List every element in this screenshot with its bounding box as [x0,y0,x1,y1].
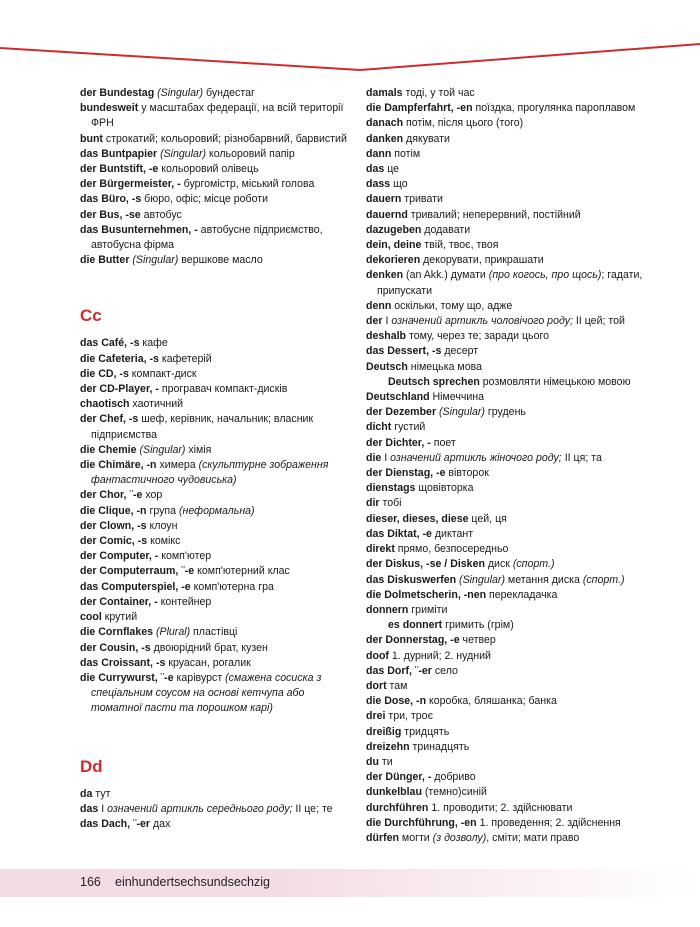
translation: дякувати [403,132,450,145]
translation: хор [142,489,163,502]
translation: 1. дурний; 2. нудний [388,649,491,662]
translation: Німеччина [429,391,485,404]
usage-note: означений артикль середнього роду; [107,802,293,815]
headword: doof [366,649,389,662]
usage-note: (неформальна) [178,504,255,517]
translation: автобус [140,208,182,221]
sub-entry [377,375,656,390]
translation: (an Akk.) думати [403,269,489,282]
dictionary-entry [366,816,656,831]
headword: dreizehn [366,740,410,753]
dictionary-entry [366,557,656,572]
dictionary-entry [80,519,350,534]
usage-note: (з дозволу) [432,831,487,844]
translation: тривати [401,193,443,206]
dictionary-entry [366,679,656,694]
translation: німецька мова [407,360,482,373]
dictionary-entry [80,549,350,564]
translation: поет [430,436,456,449]
translation: потім, після цього (того) [403,117,524,130]
translation: це [384,163,400,176]
translation: круасан, рогалик [165,656,251,669]
headword: der Container, - [80,595,158,608]
translation: тобі [379,497,402,510]
headword: damals [366,87,403,99]
headword: dekorieren [366,254,421,267]
translation: кольоровий папір [206,147,295,160]
headword: dunkelblau [366,786,422,799]
page-footer [0,869,700,897]
headword: das Diktat, -e [366,527,432,540]
headword: das [366,163,385,176]
grammar-note: (Singular) [160,147,207,160]
headword: der Chef, -s [80,413,139,426]
headword: der Comic, -s [80,535,148,548]
dictionary-entry [80,352,350,367]
translation: вершкове масло [178,254,263,267]
translation: три, троє [385,710,433,723]
translation: диск [484,558,513,571]
translation: декорувати, прикрашати [420,254,544,267]
translation: хімія [185,443,212,456]
dictionary-entry [80,397,350,412]
translation: шеф, керівник, начальник; власник підприємства [91,413,314,441]
translation: програвач компакт-дисків [158,383,288,396]
usage-note: (смажена сосиска з спеціальним соусом на основі кетчупа або томатної пасти та порошком карі) [91,671,322,715]
headword: der Diskus, -se / Disken [366,558,485,571]
headword: das Büro, -s [80,193,142,206]
dictionary-entry [80,564,350,579]
dictionary-entry [366,573,656,588]
dictionary-entry [80,504,350,519]
translation: комікс [147,535,181,548]
headword: dauern [366,193,402,206]
translation: потім [391,147,421,160]
entries-c [80,336,350,716]
headword: die Durchführung, -en [366,816,477,829]
translation: десерт [441,345,479,358]
entries-d [80,787,350,833]
translation: контейнер [157,595,212,608]
headword: der Dichter, - [366,436,431,449]
sub-headword: Deutsch sprechen [388,375,480,388]
headword: die Chimäre, -n [80,459,157,472]
headword: der Computer, - [80,550,159,563]
usage-note: означений артикль чоловічого роду; [391,315,573,328]
headword: der Dünger, - [366,771,432,784]
translation: вівторок [445,467,489,480]
dictionary-entry [80,382,350,397]
dictionary-entry [366,466,656,481]
dictionary-entry [366,314,656,329]
dictionary-entry [366,132,656,147]
translation: ти [378,755,393,768]
right-column [366,86,656,846]
headword: bunt [80,132,103,145]
headword: denn [366,299,392,312]
dictionary-entry [80,534,350,549]
translation: I [381,451,391,464]
letter-heading-c: Cc [80,306,102,326]
headword: dieser, dieses, diese [366,512,469,525]
translation: кафе [139,337,168,350]
headword: der Bundestag [80,87,155,99]
translation: дах [150,817,171,830]
translation: комп'ютерна гра [190,580,274,593]
left-column [80,86,350,832]
headword: dass [366,178,391,191]
dictionary-entry [366,633,656,648]
dictionary-entry [80,223,350,253]
headword: der Clown, -s [80,519,147,532]
dictionary-entry [80,610,350,625]
headword: der Bürgermeister, - [80,178,181,191]
translation: химера [156,459,199,472]
translation: 1. проводити; 2. здійснювати [428,801,573,814]
translation: добриво [431,771,476,784]
translation: що [390,178,408,191]
translation: тому, через те; заради цього [406,330,549,343]
headword: da [80,787,93,800]
translation: група [146,504,179,517]
dictionary-entry [80,162,350,177]
translation: комп'ютерний клас [194,565,290,578]
dictionary-entry [366,192,656,207]
headword: das Dessert, -s [366,345,442,358]
usage-note: означений артикль жіночого роду; [390,451,562,464]
translation: 1. проведення; 2. здійснення [476,816,621,829]
headword: dienstags [366,482,416,495]
headword: der Chor, ¨-e [80,489,143,502]
dictionary-entry [80,86,350,101]
translation: прямо, безпосередньо [394,543,509,556]
headword: der Cousin, -s [80,641,151,654]
headword: dauernd [366,208,408,221]
headword: das Computerspiel, -e [80,580,191,593]
entries-right [366,86,656,846]
translation: четвер [459,634,496,647]
headword: der [366,315,383,328]
headword: die Cornflakes [80,626,154,639]
headword: donnern [366,603,409,616]
dictionary-entry [366,177,656,192]
translation: коробка, бляшанка; банка [426,695,557,708]
translation: I [382,315,392,328]
headword: die Dolmetscherin, -nen [366,588,487,601]
headword: die [366,451,382,464]
translation: тринадцять [409,740,470,753]
translation: гриміти [408,603,448,616]
headword: dazugeben [366,223,422,236]
header-decorative-line [0,0,700,80]
dictionary-entry [80,192,350,207]
translation: карівурст [173,671,226,684]
headword: danken [366,132,404,145]
headword: das Croissant, -s [80,656,166,669]
dictionary-entry [366,588,656,603]
translation: тридцять [401,725,450,738]
dictionary-entry [366,436,656,451]
usage-note: (про когось, про щось) [488,269,602,282]
headword: denken [366,269,404,282]
headword: der Dezember [366,406,437,419]
dictionary-entry [80,177,350,192]
dictionary-entry [366,694,656,709]
headword: die Currywurst, ¨-e [80,671,174,684]
headword: drei [366,710,386,723]
headword: deshalb [366,330,407,343]
dictionary-entry [366,238,656,253]
headword: danach [366,117,404,130]
dictionary-entry [366,542,656,557]
page-number: 166 [80,875,101,889]
dictionary-entry [80,625,350,640]
entries-b [80,86,350,268]
headword: der Buntstift, -e [80,163,159,176]
dictionary-entry [366,344,656,359]
translation: крутий [101,611,138,624]
translation: комп'ютер [158,550,212,563]
dictionary-entry [80,595,350,610]
translation: тривалий; неперервний, постійний [407,208,581,221]
translation: бургомістр, міський голова [180,178,315,191]
translation: цей, ця [468,512,507,525]
translation-extra: II це; те [292,802,333,815]
dictionary-entry [366,801,656,816]
dictionary-entry [80,443,350,458]
grammar-note: (Singular) [459,573,505,586]
usage-note: (спорт.) [582,573,625,586]
headword: Deutschland [366,391,430,404]
headword: die CD, -s [80,367,129,380]
headword: direkt [366,543,395,556]
headword: die Clique, -n [80,504,147,517]
dictionary-entry [80,336,350,351]
headword: du [366,755,379,768]
headword: der CD-Player, - [80,383,159,396]
dictionary-entry [366,649,656,664]
grammar-note: (Singular) [132,254,179,267]
headword: das Dorf, ¨-er [366,664,432,677]
dictionary-entry [366,527,656,542]
translation: бюро, офіс; місце роботи [141,193,269,206]
sub-entry [377,618,656,633]
headword: das Dach, ¨-er [80,817,151,830]
translation: компакт-диск [128,367,197,380]
headword: cool [80,611,102,624]
dictionary-entry [366,512,656,527]
translation-extra: II цей; той [572,315,625,328]
dictionary-entry [366,360,656,390]
dictionary-entry [80,208,350,223]
headword: das Diskuswerfen [366,573,457,586]
headword: durchführen [366,801,429,814]
translation: тоді, у той час [402,87,475,99]
dictionary-entry [366,770,656,785]
translation: щовівторка [415,482,474,495]
dictionary-entry [80,656,350,671]
translation: оскільки, тому що, адже [391,299,513,312]
dictionary-entry [366,755,656,770]
dictionary-entry [366,405,656,420]
headword: die Cafeteria, -s [80,352,159,365]
translation: бундестаг [203,87,255,99]
dictionary-entry [366,831,656,846]
headword: Deutsch [366,360,408,373]
dictionary-entry [366,785,656,800]
page-number-word: einhundertsechsundsechzig [115,875,270,889]
grammar-note: (Singular) [139,443,186,456]
headword: dürfen [366,831,399,844]
headword: das Café, -s [80,337,140,350]
dictionary-entry [366,208,656,223]
usage-note: (спорт.) [512,558,555,571]
dictionary-entry [80,253,350,268]
headword: das Buntpapier [80,147,158,160]
translation: метання диска [504,573,583,586]
grammar-note: (Plural) [155,626,191,639]
translation: тут [92,787,111,800]
headword: die Butter [80,254,130,267]
translation: у масштабах федерації, на всій території ФРН [91,102,344,130]
dictionary-entry [80,671,350,717]
dictionary-entry [366,740,656,755]
headword: dreißig [366,725,402,738]
dictionary-entry [80,132,350,147]
dictionary-entry [366,420,656,435]
translation: грудень [484,406,526,419]
translation: двоюрідний брат, кузен [150,641,268,654]
headword: dann [366,147,392,160]
dictionary-entry [366,481,656,496]
usage-note: (скульптурне зображення фантастичного чудовиська) [91,459,329,487]
headword: der Dienstag, -e [366,467,446,480]
headword: die Dose, -n [366,695,427,708]
dictionary-entry [366,147,656,162]
dictionary-entry [366,162,656,177]
translation: диктант [431,527,474,540]
headword: der Donnerstag, -e [366,634,460,647]
translation: село [431,664,458,677]
headword: die Chemie [80,443,137,456]
headword: dein, deine [366,239,422,252]
sub-translation: розмовляти німецькою мовою [479,375,631,388]
dictionary-entry [80,147,350,162]
dictionary-entry [80,367,350,382]
translation: автобусне підприємство, автобусна фірма [91,223,323,252]
dictionary-entry [80,488,350,503]
translation: строкатий; кольоровий; різнобарвний, барвистий [102,132,347,145]
dictionary-entry [366,268,656,298]
translation: поїздка, прогулянка пароплавом [472,102,636,115]
dictionary-entry [80,412,350,442]
translation: перекладачка [486,588,558,601]
dictionary-entry [366,116,656,131]
translation: могти [398,831,433,844]
translation: пластівці [190,626,238,639]
headword: der Bus, -se [80,208,141,221]
headword: bundesweit [80,102,139,115]
translation: I [98,802,108,815]
dictionary-entry [366,725,656,740]
sub-translation: гримить (грім) [442,619,514,632]
translation: твій, твоє, твоя [421,239,499,252]
dictionary-entry [80,641,350,656]
dictionary-entry [366,329,656,344]
letter-heading-d: Dd [80,756,103,776]
grammar-note: (Singular) [439,406,485,419]
translation-extra: ; гадати, припускати [377,269,643,297]
translation: клоун [146,519,178,532]
dictionary-entry [80,802,350,817]
dictionary-entry [366,451,656,466]
headword: das Busunternehmen, - [80,223,198,236]
translation: кольоровий олівець [158,163,259,176]
headword: dort [366,679,387,692]
translation: (темно)синій [421,786,487,799]
translation: там [386,679,408,692]
dictionary-entry [366,86,656,101]
translation: густий [391,421,426,434]
translation: хаотичний [129,398,184,411]
headword: der Computerraum, ¨-e [80,565,195,578]
dictionary-entry [80,101,350,131]
dictionary-entry [366,223,656,238]
dictionary-entry [366,101,656,116]
dictionary-entry [366,299,656,314]
translation: додавати [421,223,471,236]
dictionary-entry [80,580,350,595]
headword: dir [366,497,380,510]
dictionary-entry [366,253,656,268]
dictionary-entry [366,496,656,511]
dictionary-entry [366,664,656,679]
headword: das [80,802,99,815]
headword: chaotisch [80,398,130,411]
headword: die Dampferfahrt, -en [366,102,473,115]
dictionary-entry [80,787,350,802]
dictionary-entry [80,458,350,488]
translation-extra: , сміти; мати право [486,831,580,844]
translation: кафетерій [158,352,212,365]
headword: dicht [366,421,392,434]
grammar-note: (Singular) [157,87,204,99]
dictionary-entry [366,709,656,724]
dictionary-entry [366,603,656,633]
sub-headword: es donnert [388,619,443,632]
translation-extra: II ця; та [561,451,602,464]
dictionary-entry [366,390,656,405]
dictionary-entry [80,817,350,832]
